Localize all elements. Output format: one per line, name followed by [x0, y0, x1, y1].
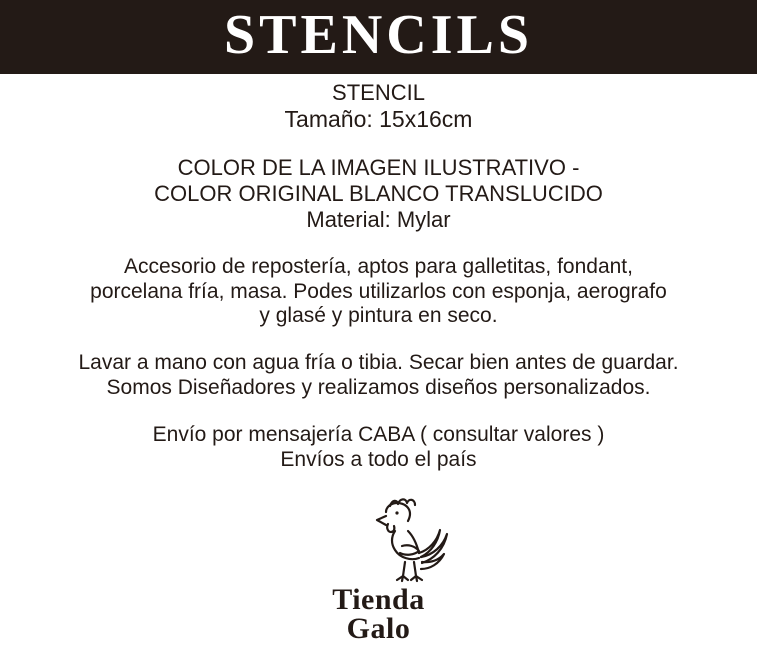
care-line-1: Lavar a mano con agua fría o tibia. Secar bien antes de guardar.: [78, 351, 679, 375]
spacer: [18, 401, 739, 423]
spacer: [18, 133, 739, 155]
shipping-line-2: Envíos a todo el país: [280, 447, 477, 471]
usage-line-3: y glasé y pintura en seco.: [259, 304, 498, 328]
rooster-icon: [304, 490, 454, 586]
color-note-block: [18, 155, 739, 233]
product-type-label: STENCIL: [332, 80, 425, 105]
shipping-line-1: Envío por mensajería CABA ( consultar valores ): [152, 422, 605, 446]
spacer: [18, 233, 739, 255]
spacer: [18, 329, 739, 351]
shipping-block: [18, 423, 739, 473]
care-block: [18, 351, 739, 401]
product-size-label: Tamaño: 15x16cm: [284, 105, 473, 132]
material-label: Material: Mylar: [306, 206, 451, 232]
color-note-line-1: COLOR DE LA IMAGEN ILUSTRATIVO -: [177, 155, 580, 181]
page-title: STENCILS: [223, 4, 534, 66]
brand-logo: [18, 490, 739, 643]
usage-block: [18, 255, 739, 329]
card-content: [0, 74, 757, 643]
usage-line-2: porcelana fría, masa. Podes utilizarlos con esponja, aerografo: [90, 279, 667, 303]
logo-text-line-2: Galo: [346, 611, 411, 645]
product-block: [18, 80, 739, 133]
usage-line-1: Accesorio de repostería, aptos para galletitas, fondant,: [124, 254, 633, 278]
header-banner: [0, 0, 757, 74]
care-line-2: Somos Diseñadores y realizamos diseños personalizados.: [106, 376, 651, 399]
color-note-line-2: COLOR ORIGINAL BLANCO TRANSLUCIDO: [154, 181, 603, 207]
logo-text-line-1: Tienda: [332, 583, 425, 617]
